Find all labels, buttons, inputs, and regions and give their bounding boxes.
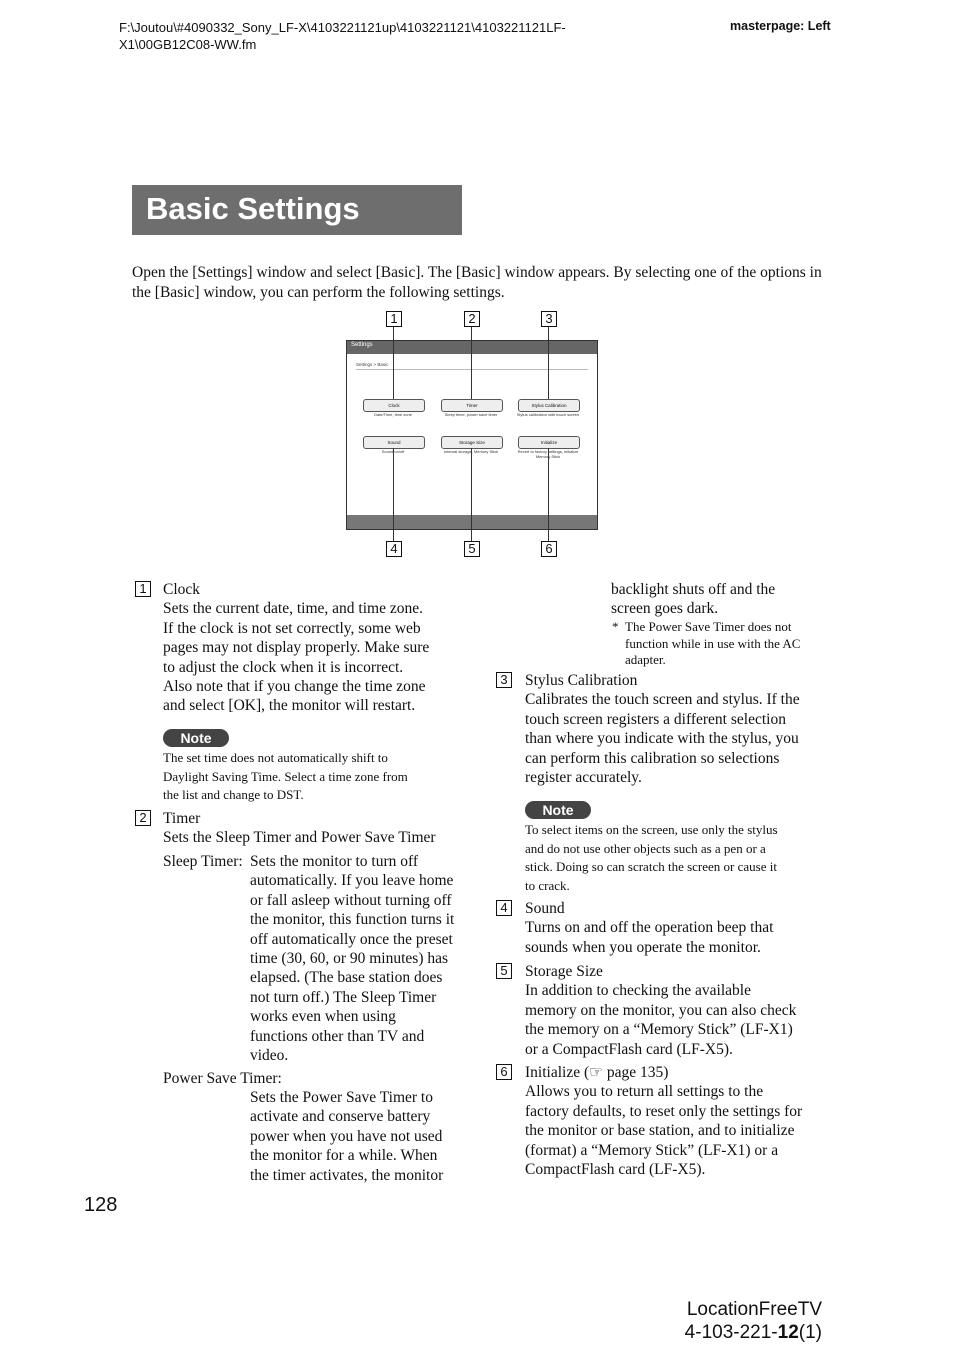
power-save-timer-text-continued: backlight shuts off and the screen goes dark. — [611, 581, 776, 618]
leader-line-4 — [393, 448, 394, 541]
footer — [640, 1298, 822, 1344]
masterpage-label: masterpage: Left — [730, 19, 831, 33]
divider — [356, 369, 588, 370]
settings-screenshot — [346, 340, 598, 530]
sleep-timer-text: Sets the monitor to turn off automatically. If you leave home or fall asleep without turning off the monitor, this function turns it off automatically once the preset time (30, 60, or 90 minutes) has elapsed. (The base station does not turn off.) The Sleep Timer works even when using functions other than TV and video. — [250, 853, 455, 1065]
footer-code: 4-103-221-12(1) — [684, 1322, 822, 1343]
power-save-timer-label: Power Save Timer: — [163, 1070, 282, 1087]
page-number: 128 — [84, 1194, 118, 1216]
storage-title: Storage Size — [525, 963, 603, 980]
screenshot-bottom-bar — [347, 515, 597, 529]
item-number-4: 4 — [496, 900, 512, 916]
initialize-section: Initialize (☞ page 135) Allows you to return all settings to the factory defaults, to reset only the settings for the monitor or base station, and to initialize (format) a “Memory Stick” (LF-X1) or a CompactFlash card (LF-X5). — [525, 1063, 830, 1179]
note-badge: Note — [525, 801, 591, 819]
intro-paragraph: Open the [Settings] window and select [Basic]. The [Basic] window appears. By selecting one of the options in the [Basic] window, you can perform the following settings. — [132, 264, 822, 301]
initialize-button: Initialize — [518, 436, 580, 449]
sound-title: Sound — [525, 900, 565, 917]
power-save-footnote: The Power Save Timer does not function while in use with the AC adapter. — [625, 619, 801, 667]
sound-section: Sound Turns on and off the operation beep that sounds when you operate the monitor. — [525, 899, 830, 957]
clock-button: Clock — [363, 399, 425, 412]
initialize-title: Initialize (☞ page 135) — [525, 1064, 669, 1081]
timer-title: Timer — [163, 810, 201, 827]
file-path: F:\Joutou\#4090332_Sony_LF-X\4103221121up\4103221121\4103221121LF- X1\00GB12C08-WW.fm — [119, 20, 566, 52]
clock-caption: Date/Time, time zone — [374, 412, 412, 417]
timer-section: Timer Sets the Sleep Timer and Power Save Timer — [163, 809, 463, 848]
callout-3: 3 — [541, 311, 557, 327]
page-title-bar — [132, 185, 462, 235]
storage-caption: Internal storage, Memory Stick — [443, 449, 499, 454]
storage-section: Storage Size In addition to checking the available memory on the monitor, you can also check the memory on a “Memory Stick” (LF-X1) or a CompactFlash card (LF-X5). — [525, 962, 830, 1059]
callout-6: 6 — [541, 541, 557, 557]
clock-title: Clock — [163, 581, 201, 598]
stylus-section: Stylus Calibration Calibrates the touch screen and stylus. If the touch screen registers a different selection than where you indicate with the stylus, you can perform this calibration so selections register accurately. — [525, 671, 830, 787]
sleep-timer-label: Sleep Timer: — [163, 853, 243, 870]
stylus-caption: Stylus calibration with touch screen — [516, 412, 580, 417]
timer-caption: Sleep timer, power save timer — [444, 412, 498, 417]
leader-line-3 — [548, 327, 549, 399]
sound-button: Sound — [363, 436, 425, 449]
stylus-calibration-button: Stylus Calibration — [518, 399, 580, 412]
callout-4: 4 — [386, 541, 402, 557]
item-number-5: 5 — [496, 963, 512, 979]
screenshot-breadcrumb: Settings > Basic — [356, 362, 389, 367]
leader-line-5 — [471, 448, 472, 541]
leader-line-1 — [393, 327, 394, 399]
item-number-2: 2 — [135, 810, 151, 826]
page-title: Basic Settings — [146, 191, 360, 226]
clock-section: Clock Sets the current date, time, and time zone. If the clock is not set correctly, some web pages may not display properly. Make sure to adjust the clock when it is incorrect. Also note that if you change the time zone and select [OK], the monitor will restart. — [163, 580, 463, 716]
sound-caption: Sound on/off — [381, 449, 405, 454]
power-save-timer-text: Sets the Power Save Timer to activate and conserve battery power when you have not used the monitor for a while. When the timer activates, the monitor — [250, 1089, 444, 1184]
clock-note: The set time does not automatically shift to Daylight Saving Time. Select a time zone from the list and change to DST. — [163, 750, 408, 802]
callout-1: 1 — [386, 311, 402, 327]
footer-product: LocationFreeTV — [686, 1299, 822, 1320]
item-number-3: 3 — [496, 672, 512, 688]
storage-size-button: Storage Size — [441, 436, 503, 449]
leader-line-2 — [471, 327, 472, 399]
initialize-caption: Revert to factory settings, initialize Memory Stick — [517, 449, 579, 459]
note-badge: Note — [163, 729, 229, 747]
leader-line-6 — [548, 448, 549, 541]
screenshot-window-title: Settings — [351, 342, 373, 348]
callout-2: 2 — [464, 311, 480, 327]
callout-5: 5 — [464, 541, 480, 557]
stylus-title: Stylus Calibration — [525, 672, 638, 689]
item-number-1: 1 — [135, 581, 151, 597]
stylus-note: To select items on the screen, use only the stylus and do not use other objects such as a pen or a stick. Doing so can scratch the screen or cause it to crack. — [525, 822, 778, 893]
screenshot-title-bar — [347, 341, 597, 354]
timer-button: Timer — [441, 399, 503, 412]
footnote-mark: * — [612, 619, 619, 634]
item-number-6: 6 — [496, 1064, 512, 1080]
